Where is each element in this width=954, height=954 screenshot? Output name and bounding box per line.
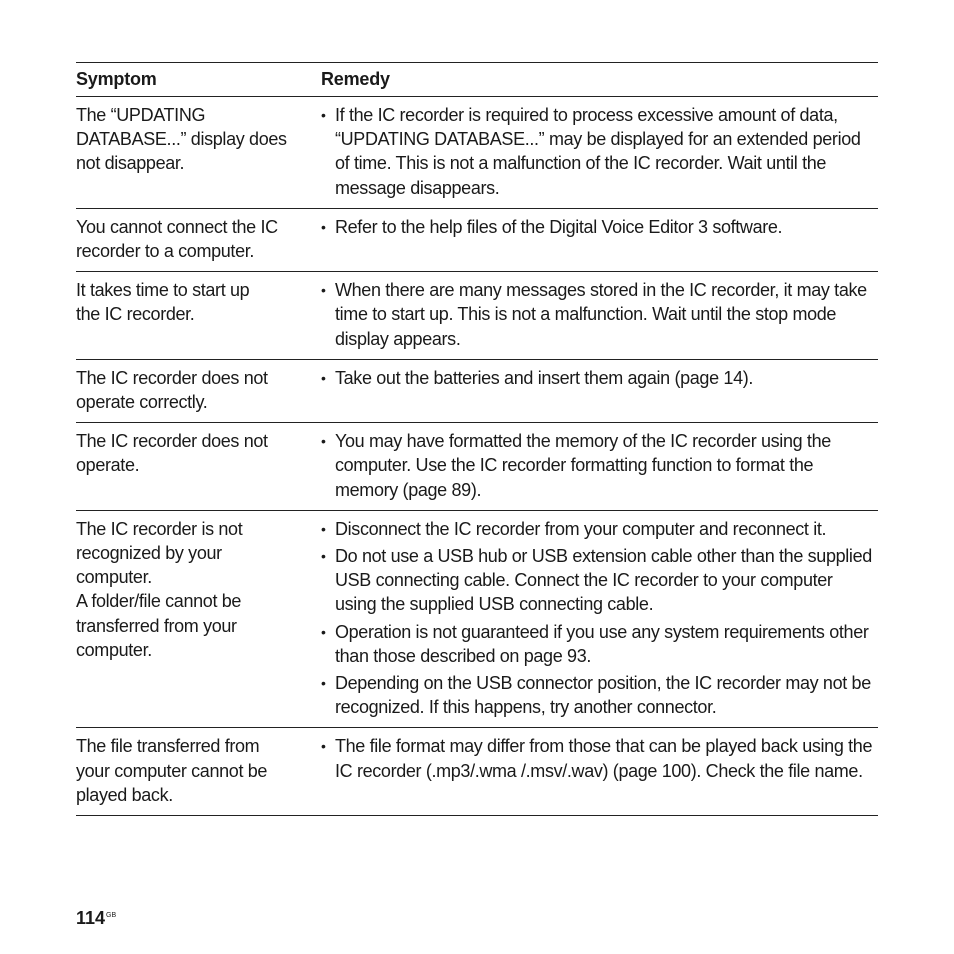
remedy-item <box>321 103 878 200</box>
table-row <box>76 423 878 511</box>
table-row <box>76 272 878 360</box>
symptom-line: recorder to a computer. <box>76 241 255 262</box>
symptom-line: operate correctly. <box>76 392 208 413</box>
symptom-cell <box>76 215 321 263</box>
table-row <box>76 360 878 423</box>
remedy-item <box>321 620 878 668</box>
remedy-item <box>321 517 878 541</box>
symptom-line: The IC recorder does not <box>76 367 268 388</box>
bullet-icon: • <box>321 738 326 755</box>
symptom-line: recognized by your <box>76 543 222 564</box>
symptom-line: computer. <box>76 639 152 660</box>
symptom-line: your computer cannot be <box>76 760 268 781</box>
symptom-line: It takes time to start up <box>76 280 250 301</box>
symptom-cell <box>76 278 321 351</box>
remedy-cell <box>321 517 878 720</box>
remedy-item <box>321 429 878 502</box>
remedy-text: You may have formatted the memory of the IC recorder using the computer. Use the IC recorder formatting function to format the memory (page 89). <box>335 431 831 500</box>
remedy-text: Refer to the help files of the Digital Voice Editor 3 software. <box>335 216 783 237</box>
remedy-item <box>321 215 878 239</box>
remedy-column-header: Remedy <box>321 69 390 89</box>
symptom-cell <box>76 517 321 720</box>
symptom-line: DATABASE...” display does <box>76 129 287 150</box>
symptom-line: the IC recorder. <box>76 304 195 325</box>
symptom-cell <box>76 366 321 414</box>
bullet-icon: • <box>321 520 326 537</box>
symptom-column-header: Symptom <box>76 69 157 89</box>
table-row <box>76 209 878 272</box>
symptom-line: The file transferred from <box>76 736 260 757</box>
remedy-cell <box>321 734 878 807</box>
symptom-cell <box>76 734 321 807</box>
remedy-item <box>321 734 878 782</box>
symptom-line: played back. <box>76 784 173 805</box>
symptom-line: The IC recorder is not <box>76 518 243 539</box>
bullet-icon: • <box>321 369 326 386</box>
symptom-line: operate. <box>76 455 140 476</box>
remedy-cell <box>321 366 878 414</box>
remedy-text: Operation is not guaranteed if you use any system requirements other than those described on page 93. <box>335 621 869 666</box>
remedy-text: Depending on the USB connector position, the IC recorder may not be recognized. If this happens, try another connector. <box>335 673 871 718</box>
remedy-text: When there are many messages stored in the IC recorder, it may take time to start up. This is not a malfunction. Wait until the stop mode display appears. <box>335 280 867 349</box>
symptom-line: computer. <box>76 567 152 588</box>
remedy-text: Disconnect the IC recorder from your computer and reconnect it. <box>335 518 827 539</box>
symptom-line: A folder/file cannot be <box>76 591 242 612</box>
symptom-line: not disappear. <box>76 153 185 174</box>
bullet-icon: • <box>321 107 326 123</box>
remedy-item <box>321 278 878 351</box>
page-number: $114^{GB}$ <box>76 908 117 928</box>
symptom-line: The “UPDATING <box>76 105 206 125</box>
remedy-text: Do not use a USB hub or USB extension cable other than the supplied USB connecting cable. Connect the IC recorder to your computer using the supplied USB connecting cable. <box>335 546 872 615</box>
bullet-icon: • <box>321 548 326 565</box>
remedy-item <box>321 671 878 719</box>
remedy-cell <box>321 278 878 351</box>
symptom-cell <box>76 103 321 200</box>
remedy-text: The file format may differ from those that can be played back using the IC recorder (.mp3/.wma /.msv/.wav) (page 100). Check the file name. <box>335 736 873 781</box>
remedy-text: Take out the batteries and insert them again (page 14). <box>335 367 754 388</box>
symptom-line: The IC recorder does not <box>76 431 268 452</box>
remedy-cell <box>321 215 878 263</box>
bullet-icon: • <box>321 218 326 235</box>
bullet-icon: • <box>321 282 326 299</box>
remedy-item <box>321 366 878 390</box>
symptom-line: You cannot connect the IC <box>76 216 278 237</box>
table-row <box>76 728 878 816</box>
symptom-line: transferred from your <box>76 615 237 636</box>
table-row <box>76 511 878 729</box>
table-row <box>76 97 878 209</box>
page-region-code: GB <box>106 912 117 919</box>
bullet-icon: • <box>321 675 326 692</box>
table-header <box>76 63 878 97</box>
remedy-cell <box>321 429 878 502</box>
table-body <box>76 97 878 816</box>
remedy-item <box>321 544 878 617</box>
troubleshooting-table <box>76 62 878 816</box>
remedy-text: If the IC recorder is required to process excessive amount of data, “UPDATING DATABASE...” may be displayed for an extended period of time. This is not a malfunction of the IC recorder. Wait until the message disappears. <box>335 105 861 198</box>
remedy-cell <box>321 103 878 200</box>
symptom-cell <box>76 429 321 502</box>
bullet-icon: • <box>321 623 326 640</box>
bullet-icon: • <box>321 433 326 450</box>
